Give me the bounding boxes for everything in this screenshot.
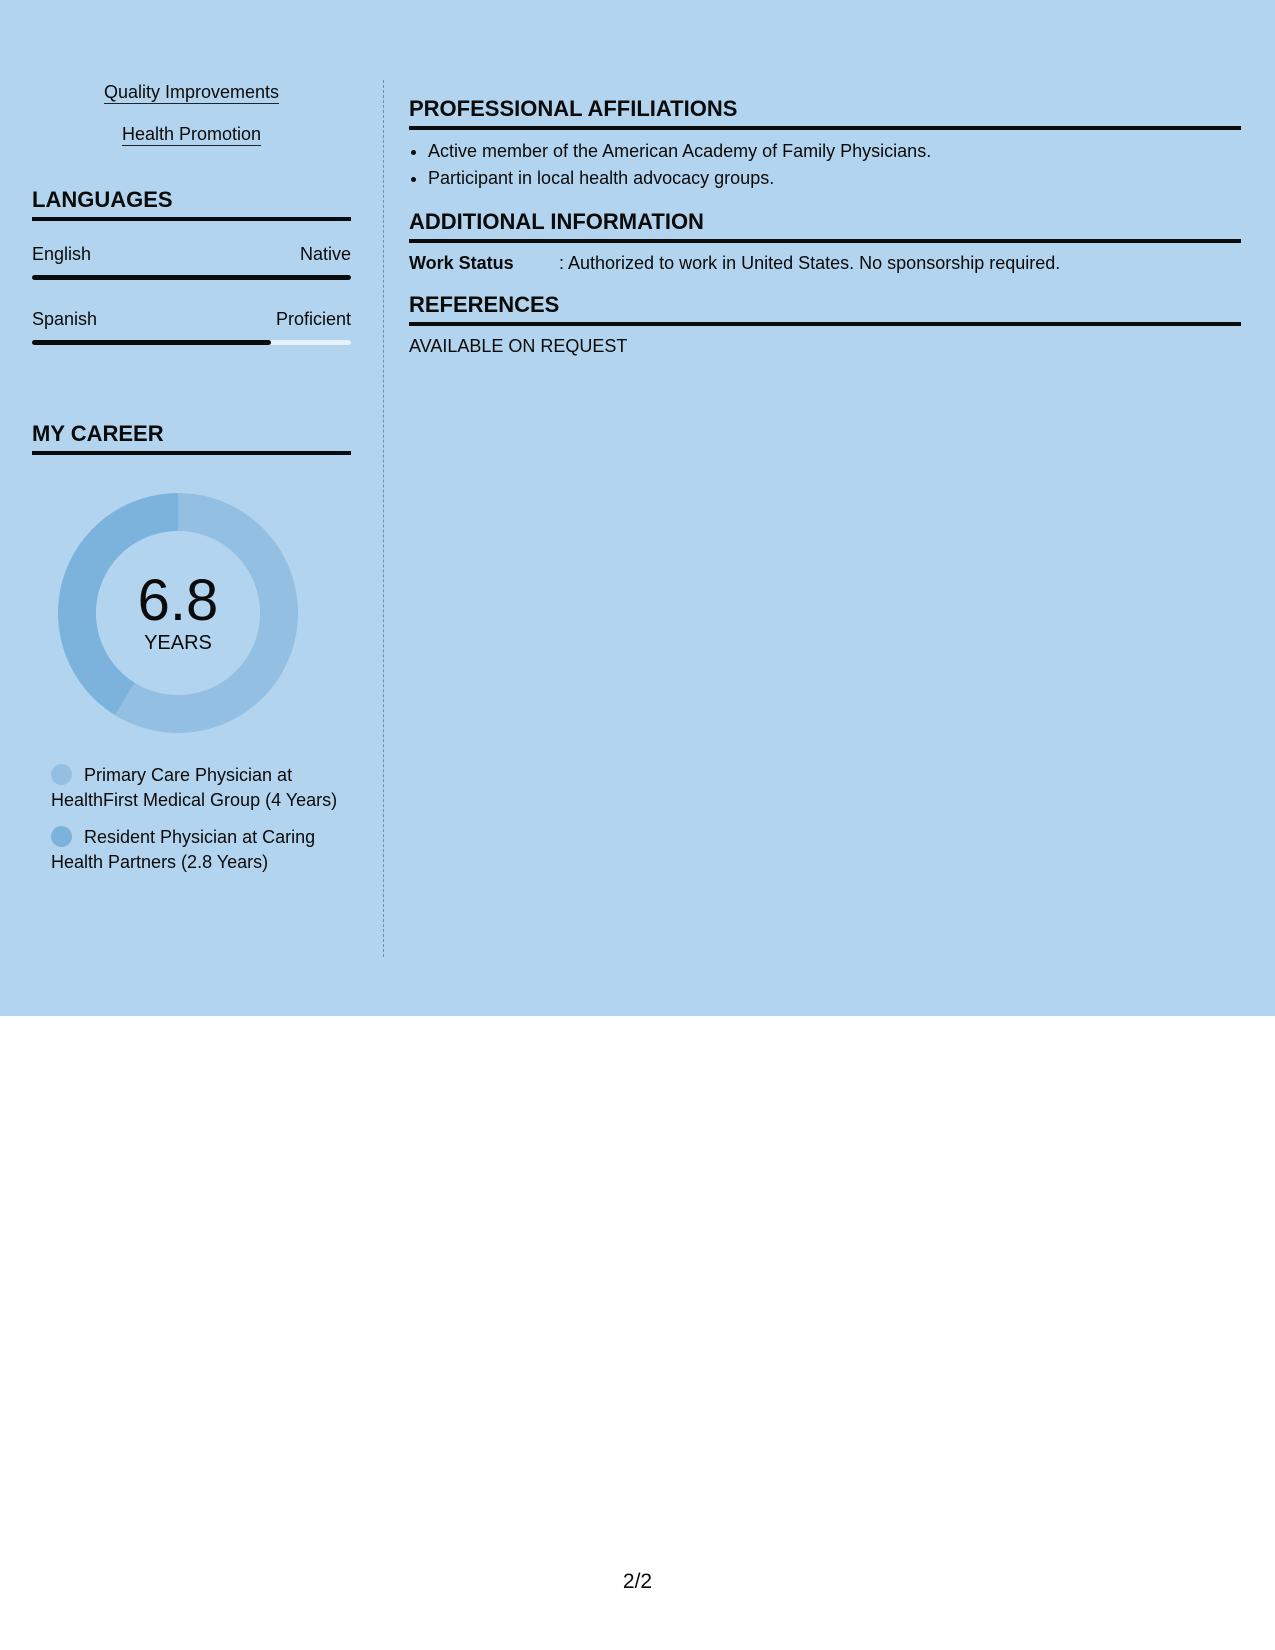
language-level: Proficient <box>275 309 351 329</box>
list-item: • Active member of the American Academy of Family Physicians. <box>428 138 1241 165</box>
legend-item <box>51 763 341 813</box>
language-proficiency-bar <box>32 340 351 345</box>
career-total-unit: YEARS <box>144 632 212 654</box>
legend-label: Primary Care Physician at HealthFirst Medical Group (4 Years) <box>51 765 338 810</box>
languages-heading: LANGUAGES <box>32 186 351 221</box>
list-item: • Participant in local health advocacy groups. <box>428 165 1241 192</box>
references-text: AVAILABLE ON REQUEST <box>409 336 628 356</box>
affiliations-list <box>409 138 1241 192</box>
language-proficiency-bar <box>32 275 351 280</box>
skill-label: Health Promotion <box>121 124 262 144</box>
legend-dot <box>51 764 72 785</box>
affiliations-heading: PROFESSIONAL AFFILIATIONS <box>409 95 1241 130</box>
language-level: Native <box>299 244 351 264</box>
career-total-years: 6.8 <box>137 568 219 633</box>
left-column <box>32 80 351 887</box>
language-name: English <box>32 244 92 264</box>
language-spanish <box>32 308 351 345</box>
language-english <box>32 243 351 280</box>
additional-info-heading: ADDITIONAL INFORMATION <box>409 208 1241 243</box>
skill-quality-improvements[interactable] <box>32 80 351 104</box>
references-heading: REFERENCES <box>409 291 1241 326</box>
legend-dot <box>51 826 72 847</box>
column-divider <box>383 80 384 957</box>
language-name: Spanish <box>32 309 98 329</box>
work-status-value: : Authorized to work in United States. No sponsorship required. <box>559 253 1061 273</box>
right-column <box>409 95 1241 358</box>
page-number: 2/2 <box>622 1570 653 1593</box>
legend-item <box>51 825 341 875</box>
skill-label: Quality Improvements <box>103 82 280 102</box>
work-status-row <box>409 251 1241 275</box>
work-status-label: Work Status <box>409 253 514 273</box>
language-proficiency-fill <box>32 275 351 280</box>
skill-health-promotion[interactable] <box>32 122 351 146</box>
career-legend <box>51 763 341 875</box>
legend-label: Resident Physician at Caring Health Partners (2.8 Years) <box>51 827 316 872</box>
language-proficiency-fill <box>32 340 271 345</box>
career-donut-chart <box>58 493 298 733</box>
donut-center <box>58 493 298 733</box>
career-heading: MY CAREER <box>32 420 351 455</box>
